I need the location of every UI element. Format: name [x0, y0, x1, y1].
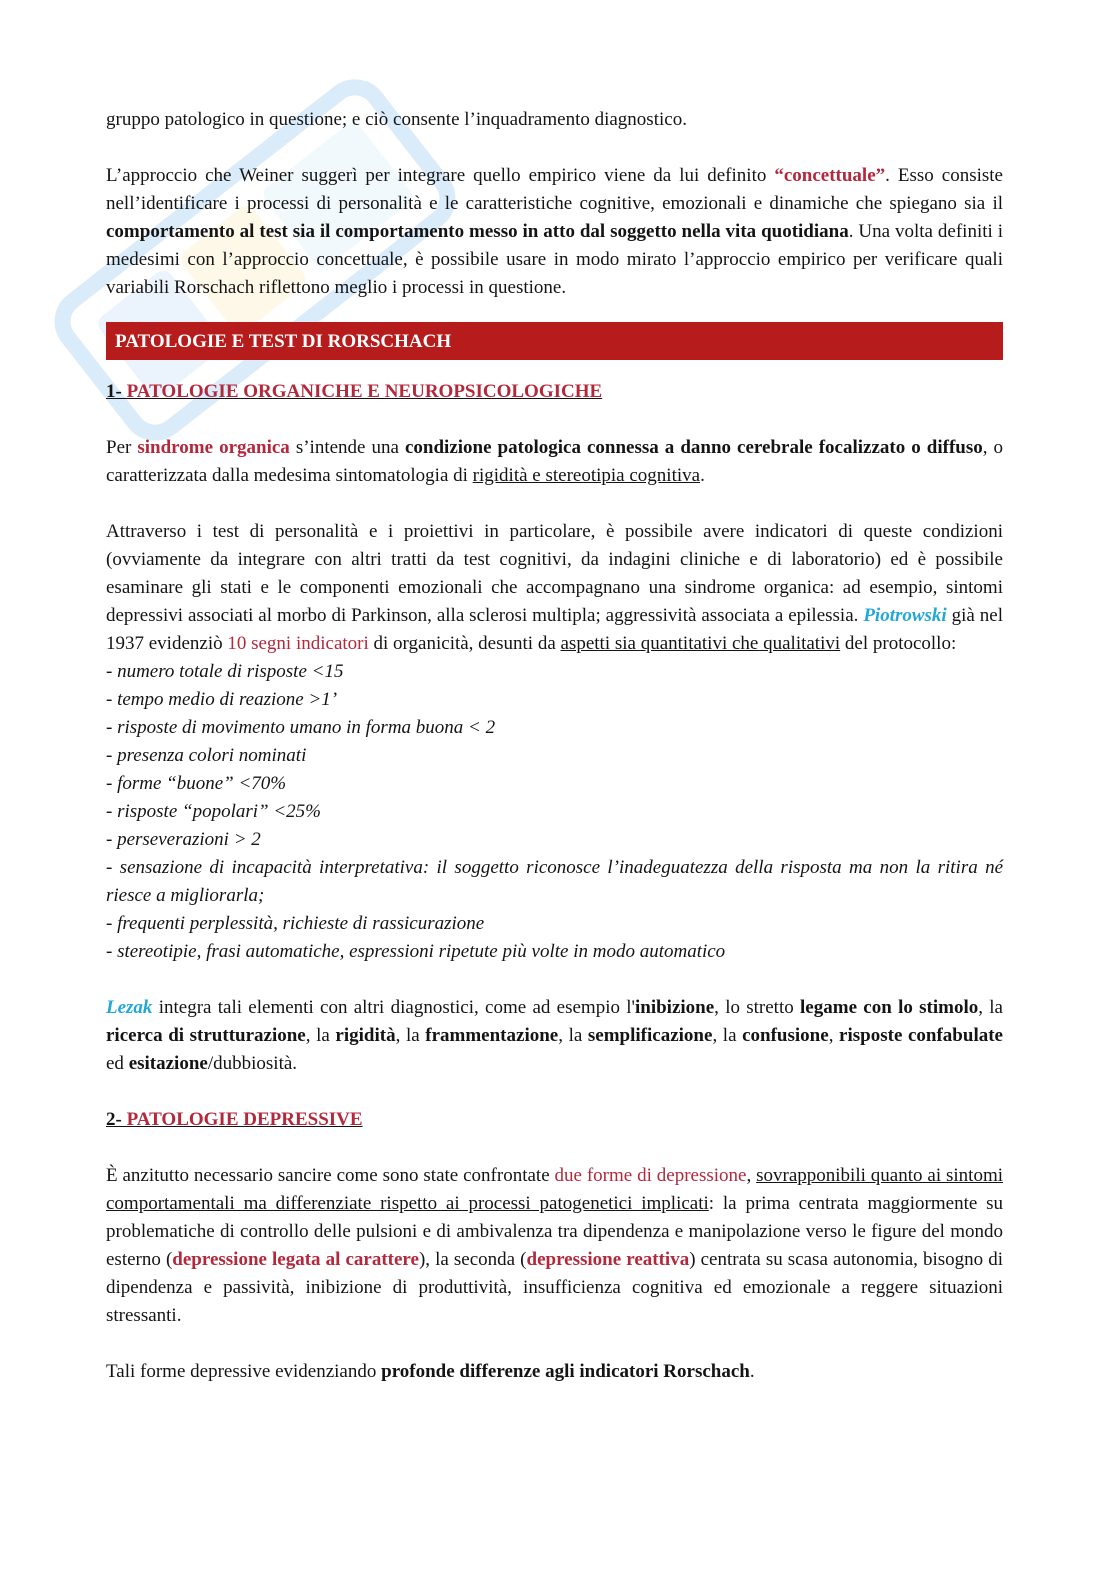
- paragraph-intro: gruppo patologico in questione; e ciò consente l’inquadramento diagnostico.: [106, 109, 687, 130]
- list-item: - stereotipie, frasi automatiche, espressioni ripetute più volte in modo automatico: [106, 941, 726, 962]
- emphasis-comportamento: comportamento al test sia il comportamento messo in atto dal soggetto nella vita quotidiana: [106, 221, 849, 242]
- list-item: - risposte di movimento umano in forma buona < 2: [106, 717, 496, 738]
- section-banner: PATOLOGIE E TEST DI RORSCHACH: [106, 322, 1003, 360]
- term-sindrome-organica: sindrome organica: [137, 437, 290, 458]
- list-item: - forme “buone” <70%: [106, 773, 287, 794]
- paragraph-conclusione: Tali forme depressive evidenziando profonde differenze agli indicatori Rorschach.: [106, 1361, 755, 1382]
- term-segni-indicatori: 10 segni indicatori: [227, 633, 369, 654]
- indicator-list: [106, 658, 1003, 966]
- paragraph-depressione: È anzitutto necessario sancire come sono state confrontate due forme di depressione, sovrapponibili quanto ai sintomi comportamentali ma differenziate rispetto ai processi patogenetici implicati: la prima centrata maggiormente su problematiche di controllo delle pulsioni e di ambivalenza tra dipendenza e manipolazione verso le figure del mondo esterno (depressione legata al carattere), la seconda (depressione reattiva) centrata su scasa autonomia, bisogno di dipendenza e passività, inibizione di produttività, insufficienza cognitiva ed emozionale a reggere situazioni stressanti.: [106, 1165, 1004, 1326]
- name-piotrowski: Piotrowski: [863, 605, 947, 626]
- term-depressione-carattere: depressione legata al carattere: [172, 1249, 419, 1270]
- list-item: - presenza colori nominati: [106, 745, 307, 766]
- list-item: - frequenti perplessità, richieste di rassicurazione: [106, 913, 485, 934]
- term-concettuale: “concettuale”: [774, 165, 886, 186]
- list-item: - sensazione di incapacità interpretativa: il soggetto riconosce l’inadeguatezza della risposta ma non la ritira né riesce a migliorarla;: [106, 857, 1003, 906]
- paragraph-lezak: Lezak integra tali elementi con altri diagnostici, come ad esempio l'inibizione, lo stretto legame con lo stimolo, la ricerca di strutturazione, la rigidità, la frammentazione, la semplificazione, la confusione, risposte confabulate ed esitazione/dubbiosità.: [106, 997, 1003, 1074]
- term-due-forme: due forme di depressione: [554, 1165, 747, 1186]
- heading-patologie-organiche: 1- PATOLOGIE ORGANICHE E NEUROPSICOLOGICHE: [106, 381, 603, 402]
- term-depressione-reattiva: depressione reattiva: [526, 1249, 690, 1270]
- document-page: [106, 106, 1003, 1386]
- paragraph-sindrome-organica: Per sindrome organica s’intende una condizione patologica connessa a danno cerebrale focalizzato o diffuso, o caratterizzata dalla medesima sintomatologia di rigidità e stereotipia cognitiva.: [106, 437, 1004, 486]
- name-lezak: Lezak: [106, 997, 153, 1018]
- list-item: - perseverazioni > 2: [106, 829, 261, 850]
- heading-patologie-depressive: 2- PATOLOGIE DEPRESSIVE: [106, 1109, 363, 1130]
- list-item: - numero totale di risposte <15: [106, 661, 344, 682]
- list-item: - tempo medio di reazione >1’: [106, 689, 338, 710]
- paragraph-weiner: L’approccio che Weiner suggerì per integrare quello empirico viene da lui definito “concettuale”. Esso consiste nell’identificare i processi di personalità e le caratteristiche cognitive, emozionali e dinamiche che spiegano sia il comportamento al test sia il comportamento messo in atto dal soggetto nella vita quotidiana. Una volta definiti i medesimi con l’approccio concettuale, è possibile usare in modo mirato l’approccio empirico per verificare quali variabili Rorschach riflettono meglio i processi in questione.: [106, 165, 1003, 298]
- list-item: - risposte “popolari” <25%: [106, 801, 321, 822]
- paragraph-piotrowski: Attraverso i test di personalità e i proiettivi in particolare, è possibile avere indicatori di queste condizioni (ovviamente da integrare con altri tratti da test cognitivi, da indagini cliniche e di laboratorio) ed è possibile esaminare gli stati e le componenti emozionali che accompagnano una sindrome organica: ad esempio, sintomi depressivi associati al morbo di Parkinson, alla sclerosi multipla; aggressività associata a epilessia. Piotrowski già nel 1937 evidenziò 10 segni indicatori di organicità, desunti da aspetti sia quantitativi che qualitativi del protocollo:: [106, 521, 1003, 654]
